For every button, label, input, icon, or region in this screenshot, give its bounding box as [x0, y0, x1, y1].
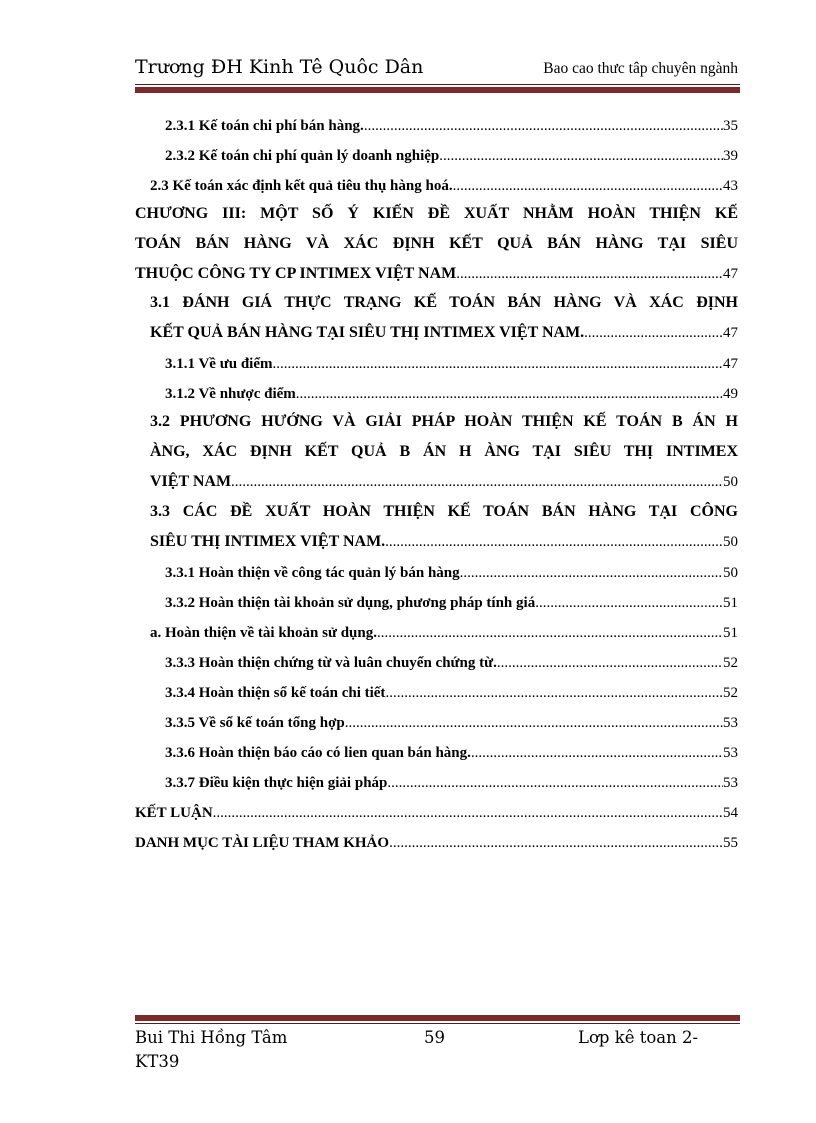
- toc-chapter-3-line3: [135, 263, 738, 285]
- toc-entry-page: 52: [723, 655, 738, 671]
- toc-entry-text: KẾT QUẢ BÁN HÀNG TẠI SIÊU THỊ INTIMEX VIỆT NAM.: [150, 324, 585, 341]
- toc-entry-page: 39: [723, 148, 738, 164]
- toc-entry-text: 3.3.1 Hoàn thiện về công tác quản lý bán hàng: [165, 565, 460, 581]
- toc-leader-dots: [377, 623, 723, 643]
- toc-entry-text: 2.3 Kế toán xác định kết quả tiêu thụ hàng hoá.: [150, 178, 453, 194]
- toc-entry-2-3-2[interactable]: [165, 146, 738, 166]
- toc-entry-text: 3.1.1 Về ưu điểm: [165, 356, 273, 372]
- toc-entry-text: VIỆT NAM: [150, 473, 232, 490]
- toc-leader-dots: [471, 743, 723, 763]
- toc-entry-references[interactable]: [135, 833, 738, 853]
- toc-entry-page: 55: [723, 835, 738, 851]
- toc-section-3-2-line3: [150, 471, 738, 493]
- toc-leader-dots: [231, 471, 723, 493]
- toc-entry-3-3-2[interactable]: [165, 593, 738, 613]
- toc-section-3-3-line1: 3.3 CÁC ĐỀ XUẤT HOÀN THIỆN KẾ TOÁN BÁN HÀNG TẠI CÔNG: [150, 503, 738, 520]
- toc-leader-dots: [497, 653, 723, 673]
- toc-section-3-1[interactable]: [150, 292, 738, 352]
- toc-entry-3-1-2[interactable]: [165, 384, 738, 404]
- toc-section-3-3[interactable]: [150, 501, 738, 561]
- header-rule-thin: [135, 84, 740, 85]
- page-header: [135, 54, 740, 84]
- footer-rule-thin: [135, 1023, 740, 1024]
- toc-entry-a[interactable]: [150, 623, 738, 643]
- toc-entry-page: 35: [723, 118, 738, 134]
- toc-entry-text: THUỘC CÔNG TY CP INTIMEX VIỆT NAM: [135, 265, 457, 282]
- toc-leader-dots: [385, 683, 723, 703]
- toc-entry-text: KẾT LUẬN: [135, 805, 213, 821]
- toc-leader-dots: [385, 531, 723, 553]
- toc-entry-2-3-1[interactable]: [165, 116, 738, 136]
- toc-entry-text: 3.1.2 Về nhược điểm: [165, 386, 296, 402]
- header-rule-thick: [135, 87, 740, 93]
- toc-leader-dots: [535, 593, 723, 613]
- toc-entry-3-3-5[interactable]: [165, 713, 738, 733]
- toc-entry-text: DANH MỤC TÀI LIỆU THAM KHẢO: [135, 835, 390, 851]
- footer-rule-thick: [135, 1015, 740, 1021]
- toc-entry-text: 3.3.6 Hoàn thiện báo cáo có lien quan bán hàng.: [165, 745, 471, 761]
- toc-leader-dots: [272, 354, 723, 374]
- toc-leader-dots: [456, 263, 723, 285]
- toc-leader-dots: [453, 176, 723, 196]
- footer-class-line2: KT39: [135, 1052, 180, 1071]
- toc-entry-3-1-1[interactable]: [165, 354, 738, 374]
- toc-chapter-3-line1: CHƯƠNG III: MỘT SỐ Ý KIẾN ĐỀ XUẤT NHẰM HOÀN THIỆN KẾ: [135, 205, 738, 222]
- toc-chapter-3[interactable]: [135, 203, 738, 291]
- toc-entry-2-3[interactable]: [150, 176, 738, 196]
- toc-entry-text: 3.3.3 Hoàn thiện chứng từ và luân chuyển chứng từ.: [165, 655, 497, 671]
- toc-chapter-3-line2: TOÁN BÁN HÀNG VÀ XÁC ĐỊNH KẾT QUẢ BÁN HÀNG TẠI SIÊU: [135, 235, 738, 252]
- toc-leader-dots: [389, 833, 723, 853]
- toc-entry-page: 53: [723, 745, 738, 761]
- toc-entry-page: 53: [723, 775, 738, 791]
- toc-section-3-2-line1: 3.2 PHƯƠNG HƯỚNG VÀ GIẢI PHÁP HOÀN THIỆN KẾ TOÁN B ÁN H: [150, 413, 738, 430]
- toc-entry-text: 3.3.5 Về sổ kế toán tổng hợp: [165, 715, 345, 731]
- toc-entry-page: 53: [723, 715, 738, 731]
- toc-entry-page: 47: [723, 356, 738, 372]
- toc-leader-dots: [345, 713, 723, 733]
- toc-entry-3-3-1[interactable]: [165, 563, 738, 583]
- toc-entry-page: 50: [723, 565, 738, 581]
- toc-entry-page: 47: [723, 266, 738, 282]
- header-report-title: Bao cao thưc tâp chuyên ngành: [543, 60, 738, 77]
- toc-section-3-1-line2: [150, 322, 738, 344]
- toc-entry-page: 52: [723, 685, 738, 701]
- toc-entry-text: 3.3.7 Điều kiện thực hiện giải pháp: [165, 775, 388, 791]
- toc-entry-text: 2.3.2 Kế toán chi phí quản lý doanh nghiệp: [165, 148, 440, 164]
- toc-entry-ket-luan[interactable]: [135, 803, 738, 823]
- header-university: Trương ĐH Kinh Tê Quôc Dân: [135, 56, 424, 78]
- toc-section-3-3-line2: [150, 531, 738, 553]
- toc-entry-text: a. Hoàn thiện về tài khoản sử dụng.: [150, 625, 377, 641]
- toc-entry-text: 3.3.2 Hoàn thiện tài khoản sử dụng, phương pháp tính giá: [165, 595, 536, 611]
- toc-leader-dots: [460, 563, 723, 583]
- toc-entry-text: SIÊU THỊ INTIMEX VIỆT NAM.: [150, 533, 386, 550]
- toc-entry-page: 51: [723, 595, 738, 611]
- toc-entry-3-3-4[interactable]: [165, 683, 738, 703]
- footer-class-line1: Lơp kê toan 2-: [578, 1028, 699, 1047]
- toc-leader-dots: [364, 116, 723, 136]
- toc-entry-page: 47: [723, 325, 738, 341]
- toc-entry-page: 43: [723, 178, 738, 194]
- footer-author: Bui Thi Hồng Tâm: [135, 1028, 288, 1047]
- toc-entry-page: 54: [723, 805, 738, 821]
- toc-leader-dots: [584, 322, 723, 344]
- toc-entry-3-3-6[interactable]: [165, 743, 738, 763]
- toc-leader-dots: [213, 803, 723, 823]
- toc-leader-dots: [296, 384, 723, 404]
- footer-page-number: 59: [424, 1028, 445, 1047]
- toc-entry-page: 50: [723, 534, 738, 550]
- toc-entry-page: 51: [723, 625, 738, 641]
- toc-section-3-2[interactable]: [150, 411, 738, 499]
- toc-leader-dots: [387, 773, 723, 793]
- toc-entry-text: 2.3.1 Kế toán chi phí bán hàng.: [165, 118, 364, 134]
- toc-section-3-2-line2: ÀNG, XÁC ĐỊNH KẾT QUẢ B ÁN H ÀNG TẠI SIÊU THỊ INTIMEX: [150, 443, 738, 460]
- toc-entry-page: 49: [723, 386, 738, 402]
- toc-leader-dots: [439, 146, 723, 166]
- toc-section-3-1-line1: 3.1 ĐÁNH GIÁ THỰC TRẠNG KẾ TOÁN BÁN HÀNG VÀ XÁC ĐỊNH: [150, 294, 738, 311]
- toc-entry-3-3-7[interactable]: [165, 773, 738, 793]
- toc-entry-3-3-3[interactable]: [165, 653, 738, 673]
- toc-entry-text: 3.3.4 Hoàn thiện sổ kế toán chi tiết: [165, 685, 386, 701]
- toc-entry-page: 50: [723, 474, 738, 490]
